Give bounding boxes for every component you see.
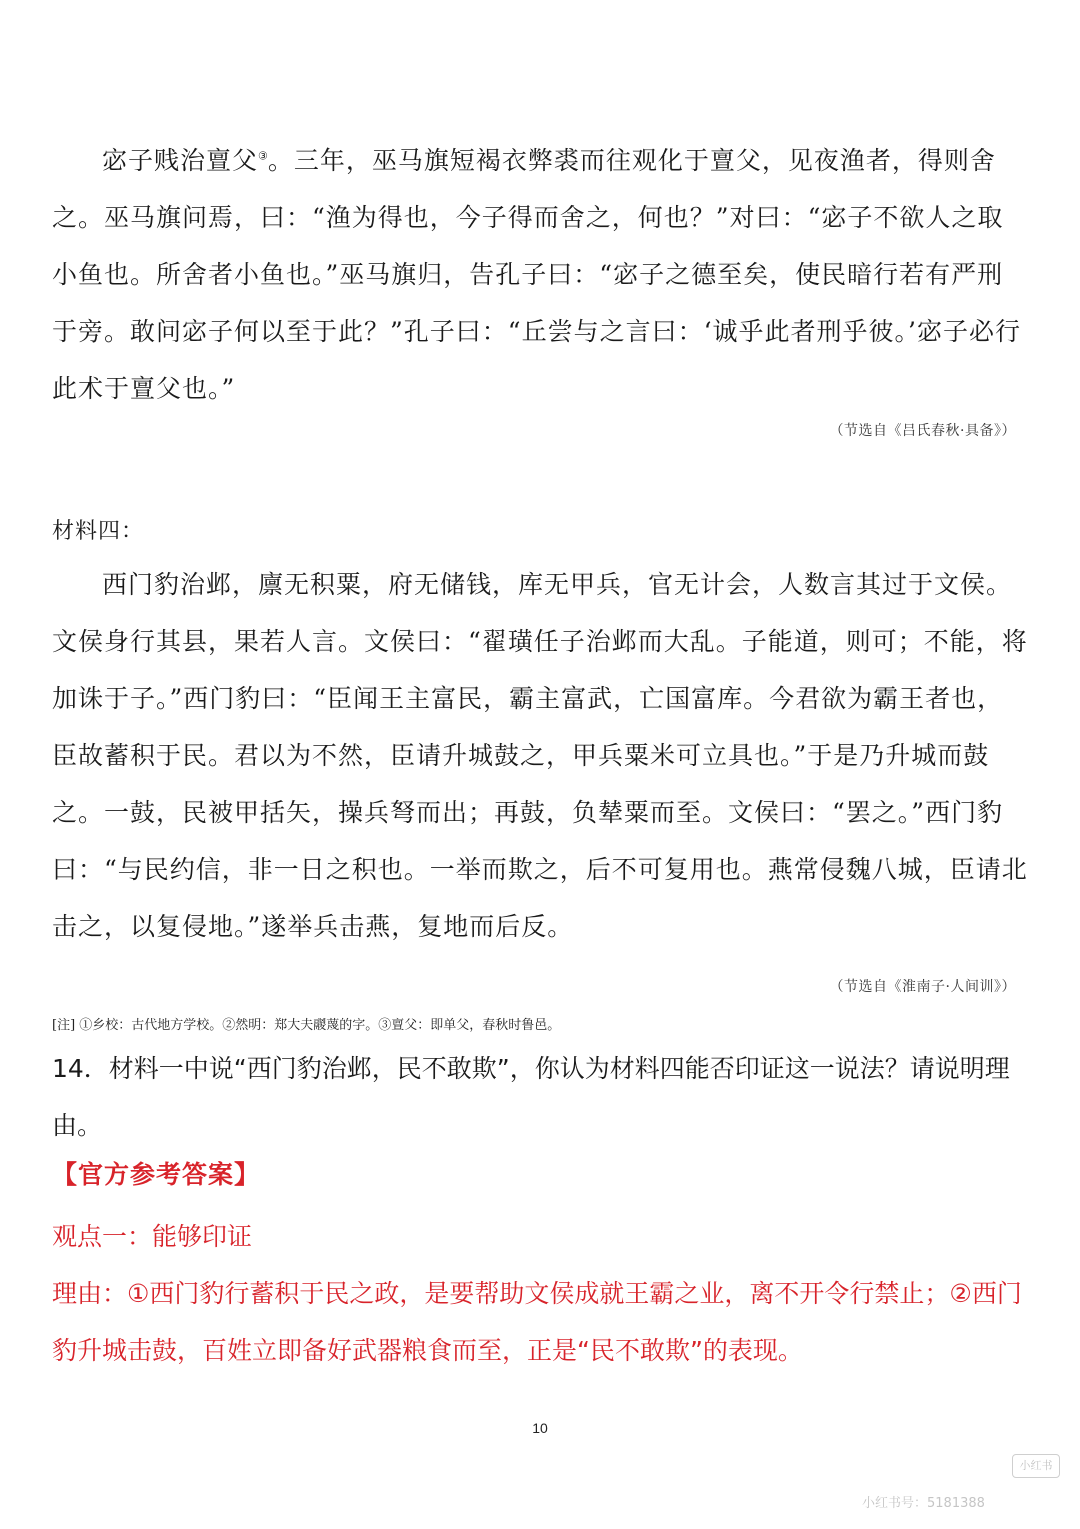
- material-four-paragraph: 西门豹治邺，廪无积粟，府无储钱，库无甲兵，官无计会，人数言其过于文侯。文侯身行其县，果若人言。文侯曰：“翟璜任子治邺而大乱。子能道，则可；不能，将加诛于子。”西门豹曰：“臣闻王主富民，霸主富武，亡国富库。今君欲为霸王者也，臣故蓄积于民。君以为不然，臣请升城鼓之，甲兵粟米可立具也。”于是乃升城而鼓之。一鼓，民被甲括矢，操兵弩而出；再鼓，负辇粟而至。文侯曰：“罢之。”西门豹曰：“与民约信，非一日之积也。一举而欺之，后不可复用也。燕常侵魏八城，臣请北击之，以复侵地。”遂举兵击燕，复地而后反。: [52, 570, 1028, 941]
- watermark-logo: 小红书: [1012, 1454, 1060, 1478]
- material-four-heading: 材料四：: [52, 519, 145, 544]
- watermark-text: 小红书号：5181388: [862, 1496, 985, 1511]
- material-four-source: （节选自《淮南子·人间训》）: [829, 979, 1016, 995]
- question-14: 14．材料一中说“西门豹治邺，民不敢欺”，你认为材料四能否印证这一说法？请说明理由。: [52, 1054, 1010, 1140]
- footnote-marker: ③: [258, 149, 268, 163]
- answer-reason: 理由：①西门豹行蓄积于民之政，是要帮助文侯成就王霸之业，离不开令行禁止；②西门豹升城击鼓，百姓立即备好武器粮食而至，正是“民不敢欺”的表现。: [52, 1279, 1022, 1365]
- footnotes: [注] ①乡校：古代地方学校。②然明：郑大夫鬷蔑的字。③亶父：即单父，春秋时鲁邑。: [52, 1018, 561, 1033]
- page-number: 10: [532, 1420, 548, 1436]
- passage-three-text-rest: 。三年，巫马旗短褐衣弊裘而往观化于亶父，见夜渔者，得则舍之。巫马旗问焉，曰：“渔为得也，今子得而舍之，何也？”对曰：“宓子不欲人之取小鱼也。所舍者小鱼也。”巫马旗归，告孔子曰：“宓子之德至矣，使民暗行若有严刑于旁。敢问宓子何以至于此？”孔子曰：“丘尝与之言曰：‘诚乎此者刑乎彼。’宓子必行此术于亶父也。”: [52, 146, 1021, 403]
- passage-three-source: （节选自《吕氏春秋·具备》）: [829, 423, 1016, 439]
- answer-viewpoint: 观点一：能够印证: [52, 1222, 253, 1251]
- answer-title: 【官方参考答案】: [52, 1160, 261, 1189]
- passage-three-paragraph: [52, 132, 1028, 417]
- passage-three-text-start: 宓子贱治亶父: [102, 146, 259, 175]
